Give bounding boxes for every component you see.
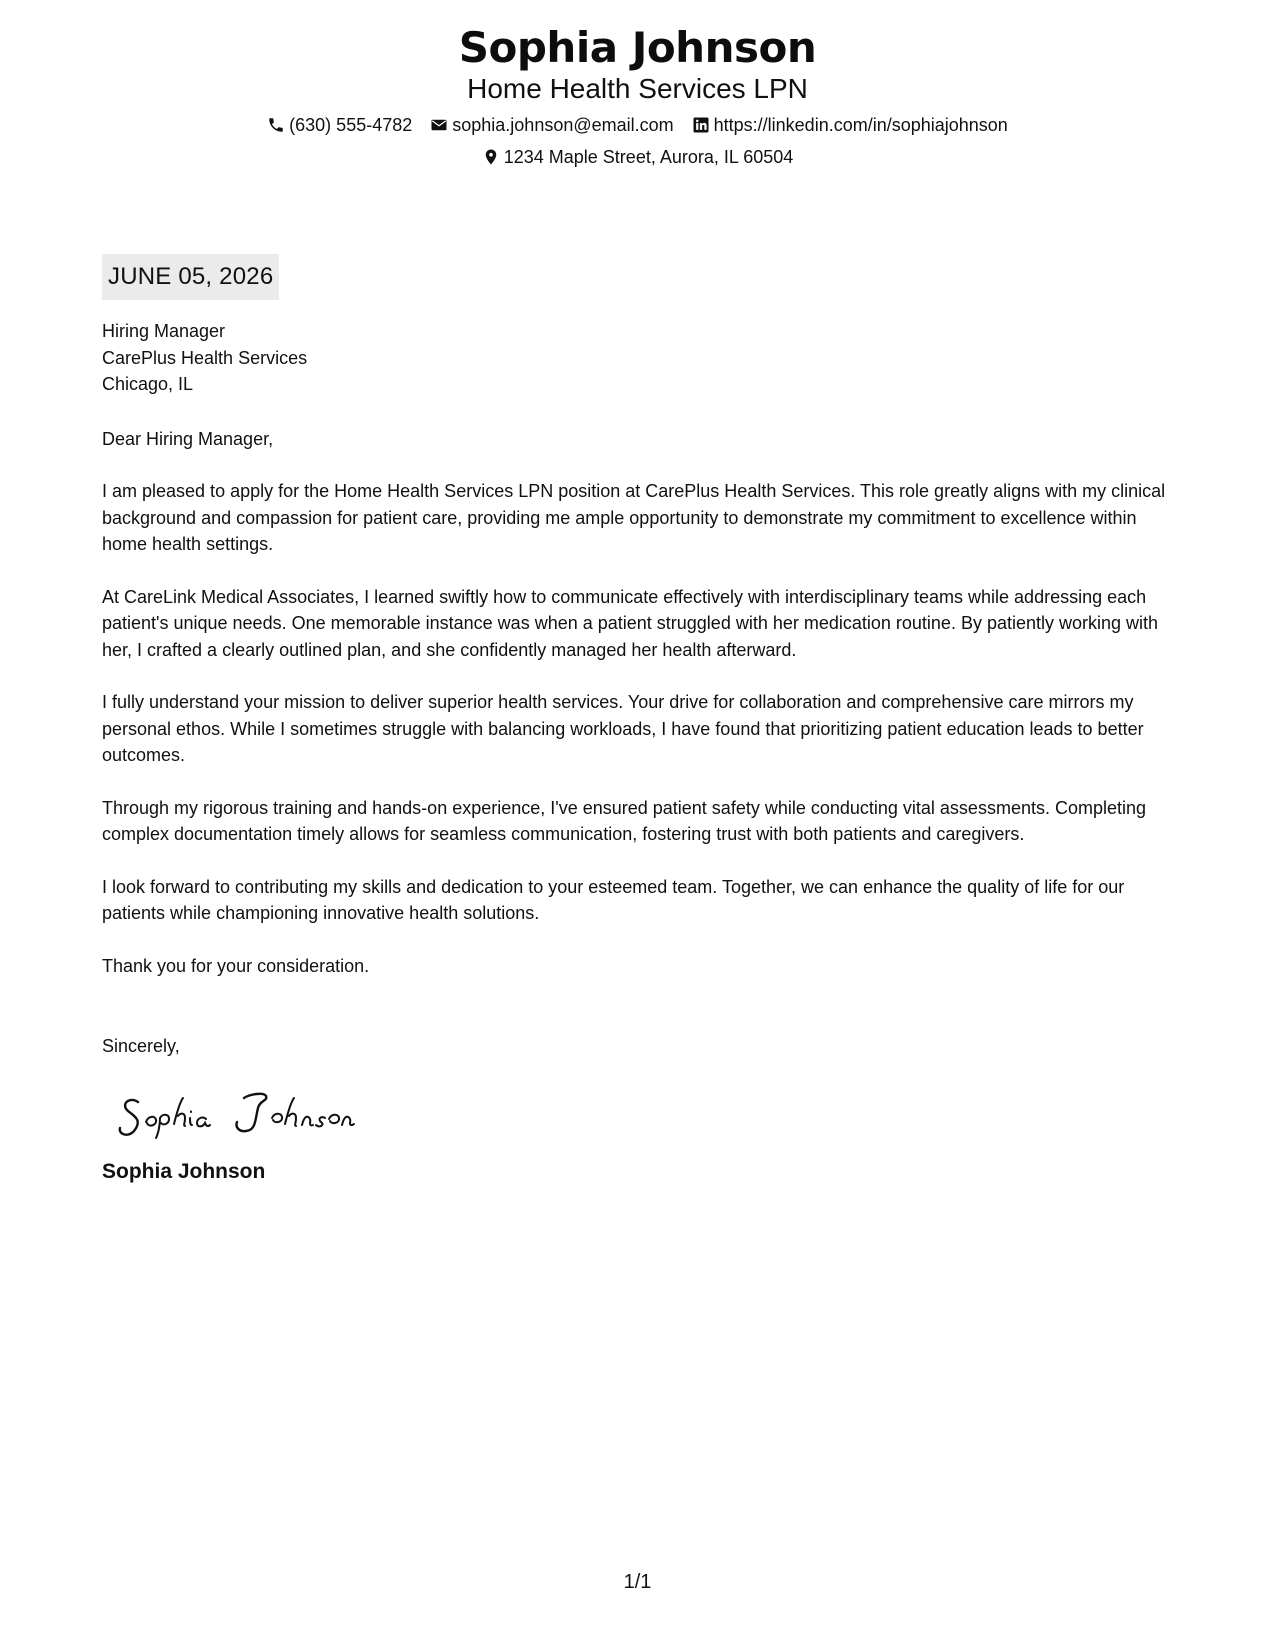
handwritten-signature (112, 1082, 362, 1142)
contact-row (0, 110, 1275, 140)
applicant-name: Sophia Johnson (458, 23, 817, 72)
address-text: 1234 Maple Street, Aurora, IL 60504 (503, 147, 794, 167)
thank-you-line: Thank you for your consideration. (102, 955, 370, 976)
paragraph-4: Through my rigorous training and hands-on experience, I've ensured patient safety while conducting vital assessments. Completing complex documentation timely allows for seamless communication, fostering trust with both patients and caregivers. (102, 797, 1147, 844)
recipient-block (102, 318, 1172, 398)
letter-date: JUNE 05, 2026 (102, 254, 279, 300)
map-pin-icon (482, 148, 500, 166)
contact-linkedin (692, 110, 1008, 140)
paragraph-2: At CareLink Medical Associates, I learned swiftly how to communicate effectively with interdisciplinary teams while addressing each patient's unique needs. One memorable instance was when a patient struggled with her medication routine. By patiently working with her, I crafted a clearly outlined plan, and she confidently managed her health afterward. (102, 586, 1159, 660)
phone-icon (267, 116, 285, 134)
paragraph-5: I look forward to contributing my skills and dedication to your esteemed team. Together, we can enhance the quality of life for our patients while championing innovative health solutions. (102, 876, 1125, 923)
letter-body (102, 254, 1172, 1186)
address-row (0, 142, 1275, 172)
page-number: 1/1 (623, 1571, 652, 1593)
recipient-title: Hiring Manager (102, 321, 226, 341)
contact-phone (267, 110, 412, 140)
linkedin-link[interactable]: https://linkedin.com/in/sophiajohnson (713, 115, 1008, 135)
salutation: Dear Hiring Manager, (102, 428, 274, 449)
paragraph-1: I am pleased to apply for the Home Health Services LPN position at CarePlus Health Services. This role greatly aligns with my clinical background and compassion for patient care, providing me ample opportunity to demonstrate my commitment to excellence within home health settings. (102, 481, 1166, 554)
email-link[interactable]: sophia.johnson@email.com (452, 115, 674, 135)
closing-line: Sincerely, (102, 1036, 180, 1056)
recipient-company: CarePlus Health Services (102, 347, 308, 368)
recipient-location: Chicago, IL (102, 374, 194, 394)
linkedin-icon (692, 116, 710, 134)
contact-email (430, 110, 673, 140)
envelope-icon (430, 116, 448, 134)
paragraph-3: I fully understand your mission to deliver superior health services. Your drive for collaboration and comprehensive care mirrors my personal ethos. While I sometimes struggle with balancing workloads, I have found that prioritizing patient education leads to better outcomes. (102, 692, 1144, 765)
applicant-job-title: Home Health Services LPN (467, 73, 808, 104)
signer-name: Sophia Johnson (102, 1159, 266, 1183)
phone-text: (630) 555-4782 (289, 115, 413, 135)
letter-header (0, 22, 1275, 172)
contact-address (482, 142, 794, 172)
